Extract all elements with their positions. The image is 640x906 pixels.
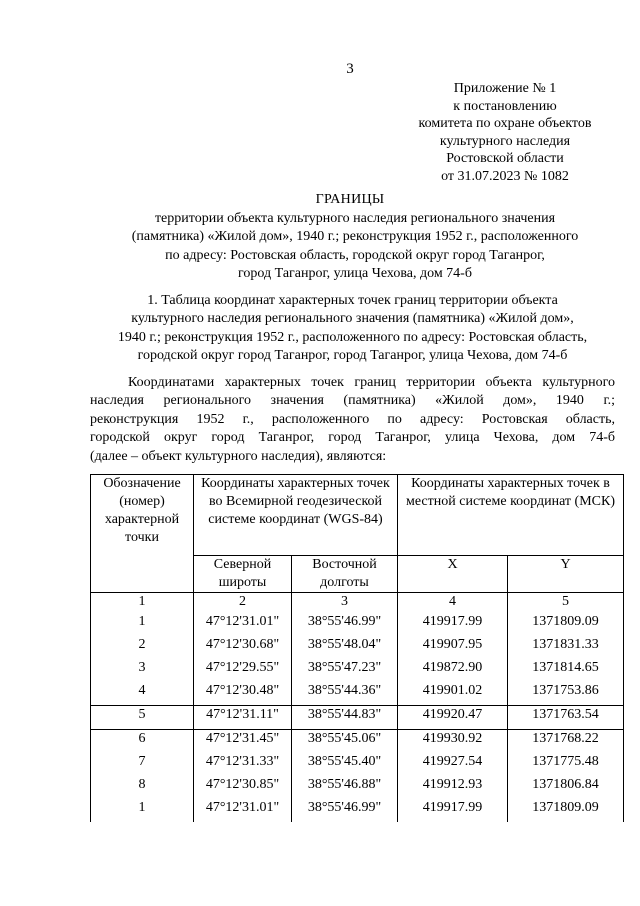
appendix-line: от 31.07.2023 № 1082 [441,168,569,184]
y-cell: 1371831.33 [508,636,624,659]
longitude-cell: 38°55'45.40" [292,753,398,776]
page-number: 3 [346,61,354,77]
section-line: культурного наследия регионального значения (памятника) «Жилой дом», [131,311,574,327]
point-number: 1 [91,613,194,636]
header-msk: Координаты характерных точек в местной системе координат (МСК) [398,475,624,556]
subtitle-line: по адресу: Ростовская область, городской округ город Таганрог, [165,247,545,263]
section-line: 1. Таблица координат характерных точек границ территории объекта [147,293,558,308]
x-cell: 419927.54 [398,753,508,776]
point-number: 8 [91,776,194,799]
point-number: 4 [91,682,194,706]
x-cell: 419917.99 [398,613,508,636]
appendix-line: комитета по охране объектов [418,116,592,131]
y-cell: 1371806.84 [508,776,624,799]
table-row [91,613,624,636]
header-y: Y [508,556,624,593]
subtitle-line: территории объекта культурного наследия регионального значения [154,211,556,226]
y-cell: 1371768.22 [508,730,624,754]
longitude-cell: 38°55'45.06" [292,730,398,754]
header-longitude: Восточной долготы [292,556,398,593]
latitude-cell: 47°12'31.01" [194,613,292,636]
appendix-line: Приложение № 1 [453,81,557,96]
subtitle-line: (памятника) «Жилой дом», 1940 г.; реконструкция 1952 г., расположенного [131,229,579,245]
point-number: 1 [91,799,194,822]
latitude-cell: 47°12'31.01" [194,799,292,822]
appendix-line: к постановлению [453,98,557,114]
appendix-line: Ростовской области [446,151,564,166]
latitude-cell: 47°12'31.33" [194,753,292,776]
paragraph-line: Координатами характерных точек границ территории объекта культурного [128,375,615,390]
y-cell: 1371809.09 [508,613,624,636]
header-wgs84: Координаты характерных точек во Всемирной геодезической системе координат (WGS-84) [194,475,398,556]
section-line: 1940 г.; реконструкция 1952 г., расположенного по адресу: Ростовская область, [117,329,588,345]
x-cell: 419930.92 [398,730,508,754]
latitude-cell: 47°12'31.11" [194,706,292,730]
longitude-cell: 38°55'44.36" [292,682,398,706]
table-row [91,753,624,776]
document-subtitle [95,210,615,284]
point-number: 6 [91,730,194,754]
appendix-block [400,80,610,185]
section-line: городской округ город Таганрог, город Таганрог, улица Чехова, дом 74-б [137,348,568,364]
column-number: 4 [398,593,508,614]
table-row [91,682,624,706]
column-number: 1 [91,593,194,614]
longitude-cell: 38°55'44.83" [292,706,398,730]
x-cell: 419907.95 [398,636,508,659]
y-cell: 1371814.65 [508,659,624,682]
paragraph-line: наследия регионального значения (памятника) «Жилой дом», 1940 г.; [90,393,615,409]
table-row [91,776,624,799]
point-number: 3 [91,659,194,682]
x-cell: 419872.90 [398,659,508,682]
y-cell: 1371775.48 [508,753,624,776]
table-row [91,706,624,730]
header-latitude: Северной широты [194,556,292,593]
y-cell: 1371809.09 [508,799,624,822]
point-number: 2 [91,636,194,659]
body-paragraph [90,374,615,466]
x-cell: 419912.93 [398,776,508,799]
column-number: 2 [194,593,292,614]
latitude-cell: 47°12'29.55" [194,659,292,682]
header-point-number: Обозначение (номер) характерной точки [91,475,194,593]
point-number: 7 [91,753,194,776]
appendix-line: культурного наследия [439,133,571,149]
paragraph-line: (далее – объект культурного наследия), являются: [90,448,387,464]
y-cell: 1371753.86 [508,682,624,706]
longitude-cell: 38°55'48.04" [292,636,398,659]
x-cell: 419901.02 [398,682,508,706]
subtitle-line: город Таганрог, улица Чехова, дом 74-б [238,266,472,282]
table-row [91,636,624,659]
coordinates-table [90,474,624,822]
latitude-cell: 47°12'30.68" [194,636,292,659]
table-row [91,730,624,754]
paragraph-line: городской округ город Таганрог, город Таганрог, улица Чехова, дом 74-б [90,430,615,446]
column-number-row [91,593,624,614]
point-number: 5 [91,706,194,730]
x-cell: 419917.99 [398,799,508,822]
longitude-cell: 38°55'46.99" [292,799,398,822]
longitude-cell: 38°55'46.99" [292,613,398,636]
latitude-cell: 47°12'31.45" [194,730,292,754]
latitude-cell: 47°12'30.85" [194,776,292,799]
longitude-cell: 38°55'47.23" [292,659,398,682]
x-cell: 419920.47 [398,706,508,730]
table-row [91,659,624,682]
table-row [91,799,624,822]
column-number: 3 [292,593,398,614]
section-heading [90,292,615,366]
latitude-cell: 47°12'30.48" [194,682,292,706]
column-number: 5 [508,593,624,614]
longitude-cell: 38°55'46.88" [292,776,398,799]
document-title: ГРАНИЦЫ [315,192,385,207]
paragraph-line: реконструкция 1952 г., расположенного по адресу: Ростовская область, [90,411,615,427]
header-x: X [398,556,508,593]
y-cell: 1371763.54 [508,706,624,730]
